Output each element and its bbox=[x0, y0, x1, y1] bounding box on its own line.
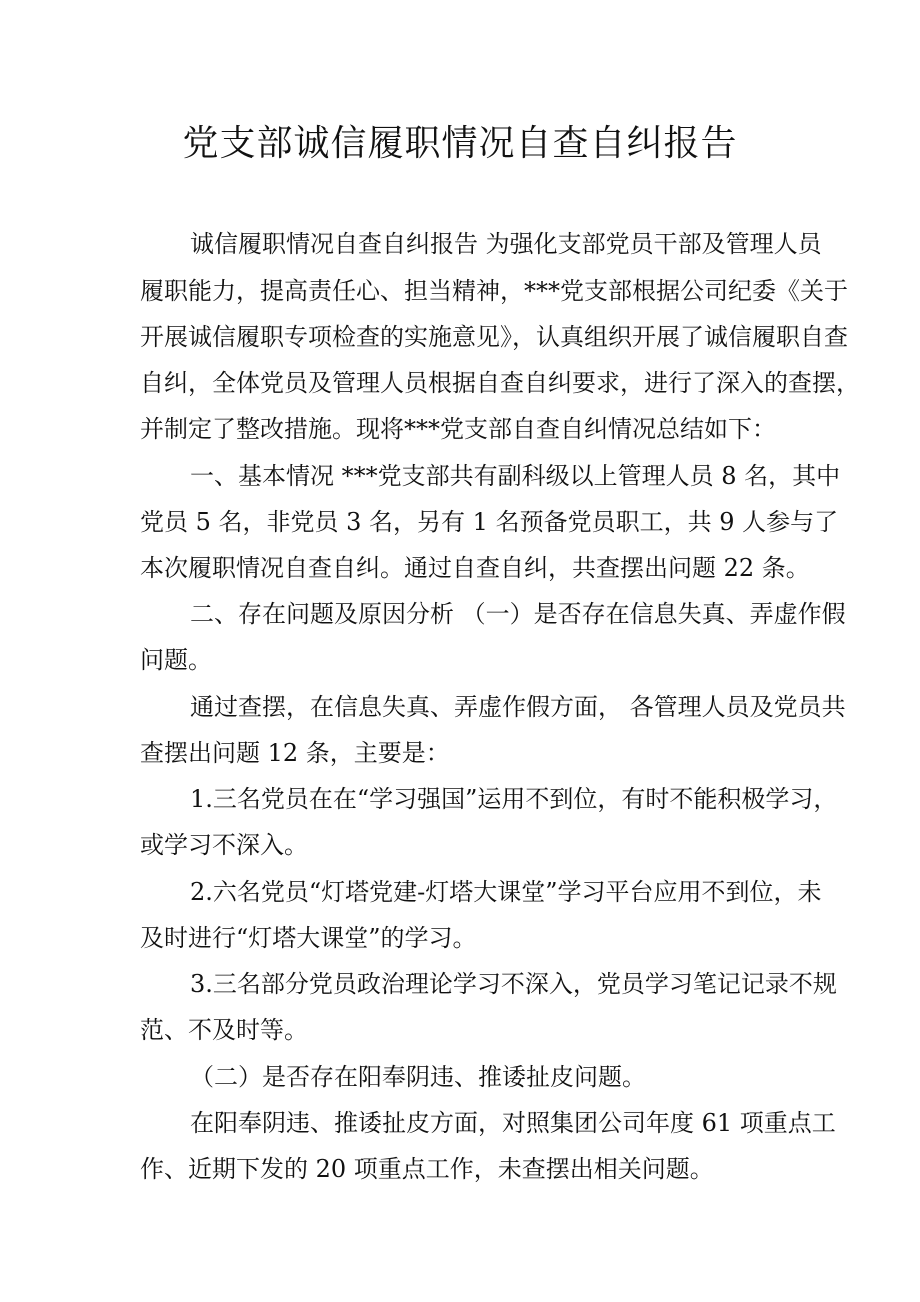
paragraph-line: 履职能力，提高责任心、担当精神，***党支部根据公司纪委《关于 bbox=[140, 277, 848, 305]
document-title: 党支部诚信履职情况自查自纠报告 bbox=[182, 123, 738, 164]
paragraph-line: 二、存在问题及原因分析 （一）是否存在信息失真、弄虚作假 bbox=[190, 600, 846, 628]
paragraph-line: 问题。 bbox=[140, 646, 212, 674]
paragraph-line: 本次履职情况自查自纠。通过自查自纠，共查摆出问题 22 条。 bbox=[140, 554, 810, 582]
paragraph-line: 作、近期下发的 20 项重点工作，未查摆出相关问题。 bbox=[140, 1155, 714, 1183]
list-item-line: 范、不及时等。 bbox=[140, 1016, 308, 1044]
paragraph-line: 自纠，全体党员及管理人员根据自查自纠要求，进行了深入的查摆， bbox=[140, 369, 860, 397]
list-item-line: 及时进行“灯塔大课堂”的学习。 bbox=[140, 924, 477, 952]
list-item-line: 或学习不深入。 bbox=[140, 831, 308, 859]
list-item-line: 1.三名党员在在“学习强国”运用不到位，有时不能积极学习， bbox=[190, 785, 838, 813]
paragraph-line: 党员 5 名，非党员 3 名，另有 1 名预备党员职工，共 9 人参与了 bbox=[140, 508, 839, 536]
list-item-line: 3.三名部分党员政治理论学习不深入，党员学习笔记记录不规 bbox=[190, 970, 837, 998]
list-item-line: 2.六名党员“灯塔党建-灯塔大课堂”学习平台应用不到位，未 bbox=[190, 878, 822, 906]
section-heading-line: （二）是否存在阳奉阴违、推诿扯皮问题。 bbox=[190, 1063, 646, 1091]
paragraph-line: 一、基本情况 ***党支部共有副科级以上管理人员 8 名，其中 bbox=[190, 462, 841, 490]
paragraph-line: 在阳奉阴违、推诿扯皮方面，对照集团公司年度 61 项重点工 bbox=[190, 1109, 836, 1137]
paragraph-line: 查摆出问题 12 条，主要是： bbox=[140, 739, 450, 767]
paragraph-line: 并制定了整改措施。现将***党支部自查自纠情况总结如下： bbox=[140, 415, 776, 443]
paragraph-line: 通过查摆，在信息失真、弄虚作假方面， 各管理人员及党员共 bbox=[190, 693, 846, 721]
paragraph-line: 诚信履职情况自查自纠报告 为强化支部党员干部及管理人员 bbox=[190, 230, 822, 258]
paragraph-line: 开展诚信履职专项检查的实施意见》，认真组织开展了诚信履职自查 bbox=[140, 323, 848, 351]
